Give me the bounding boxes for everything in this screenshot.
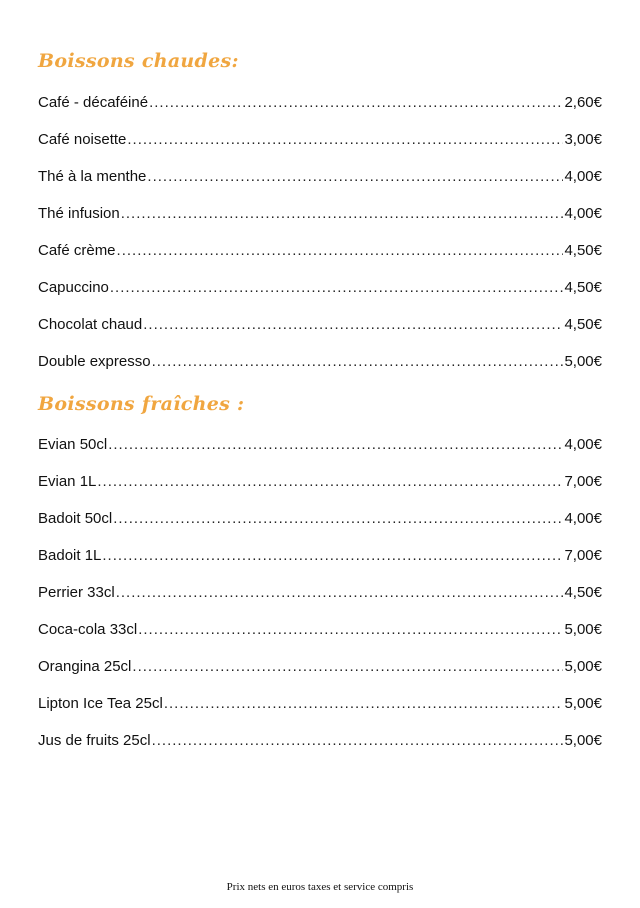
item-name: Café noisette [38,131,127,148]
item-name: Capuccino [38,279,109,296]
menu-item [38,168,602,205]
item-price: 4,50€ [564,316,602,333]
item-name: Evian 50cl [38,436,108,453]
item-name: Evian 1L [38,473,97,490]
item-price: 5,00€ [564,695,602,712]
item-price: 4,00€ [564,436,602,453]
item-price: 5,00€ [564,732,602,749]
item-name: Jus de fruits 25cl [38,732,151,749]
footer-note: Prix nets en euros taxes et service compris [226,881,414,893]
item-price: 5,00€ [564,658,602,675]
item-name: Double expresso [38,353,151,370]
item-price: 2,60€ [564,94,602,111]
menu-item [38,732,602,769]
item-price: 5,00€ [564,621,602,638]
hot-drinks-title: Boissons chaudes: [38,50,239,72]
dot-leader [132,658,563,676]
cold-drinks-title: Boissons fraîches : [38,393,245,415]
dot-leader [97,473,563,491]
item-name: Thé infusion [38,205,120,222]
menu-item [38,205,602,242]
dot-leader [147,168,563,186]
dot-leader [113,510,563,528]
hot-drinks-list [38,94,602,390]
dot-leader [143,316,563,334]
dot-leader [127,131,563,149]
item-price: 4,00€ [564,168,602,185]
dot-leader [117,242,564,260]
dot-leader [108,436,563,454]
item-name: Café - décaféiné [38,94,149,111]
dot-leader [102,547,563,565]
dot-leader [152,353,564,371]
menu-item [38,242,602,279]
menu-item [38,279,602,316]
menu-item [38,353,602,390]
item-price: 7,00€ [564,473,602,490]
menu-item [38,658,602,695]
dot-leader [152,732,564,750]
dot-leader [164,695,564,713]
item-name: Perrier 33cl [38,584,115,601]
item-price: 4,00€ [564,510,602,527]
menu-item [38,131,602,168]
item-price: 4,50€ [564,242,602,259]
item-name: Café crème [38,242,116,259]
dot-leader [110,279,564,297]
dot-leader [149,94,563,112]
menu-item [38,94,602,131]
dot-leader [116,584,564,602]
dot-leader [138,621,563,639]
item-name: Badoit 50cl [38,510,113,527]
menu-item [38,547,602,584]
item-price: 4,50€ [564,279,602,296]
item-price: 4,50€ [564,584,602,601]
item-price: 4,00€ [564,205,602,222]
item-name: Chocolat chaud [38,316,143,333]
menu-item [38,316,602,353]
menu-item [38,584,602,621]
item-price: 7,00€ [564,547,602,564]
item-price: 3,00€ [564,131,602,148]
cold-drinks-list [38,436,602,769]
menu-item [38,473,602,510]
menu-item [38,510,602,547]
menu-item [38,621,602,658]
item-name: Lipton Ice Tea 25cl [38,695,163,712]
item-name: Thé à la menthe [38,168,147,185]
dot-leader [121,205,564,223]
item-name: Coca-cola 33cl [38,621,138,638]
menu-item [38,695,602,732]
item-name: Orangina 25cl [38,658,132,675]
item-name: Badoit 1L [38,547,102,564]
menu-item [38,436,602,473]
item-price: 5,00€ [564,353,602,370]
